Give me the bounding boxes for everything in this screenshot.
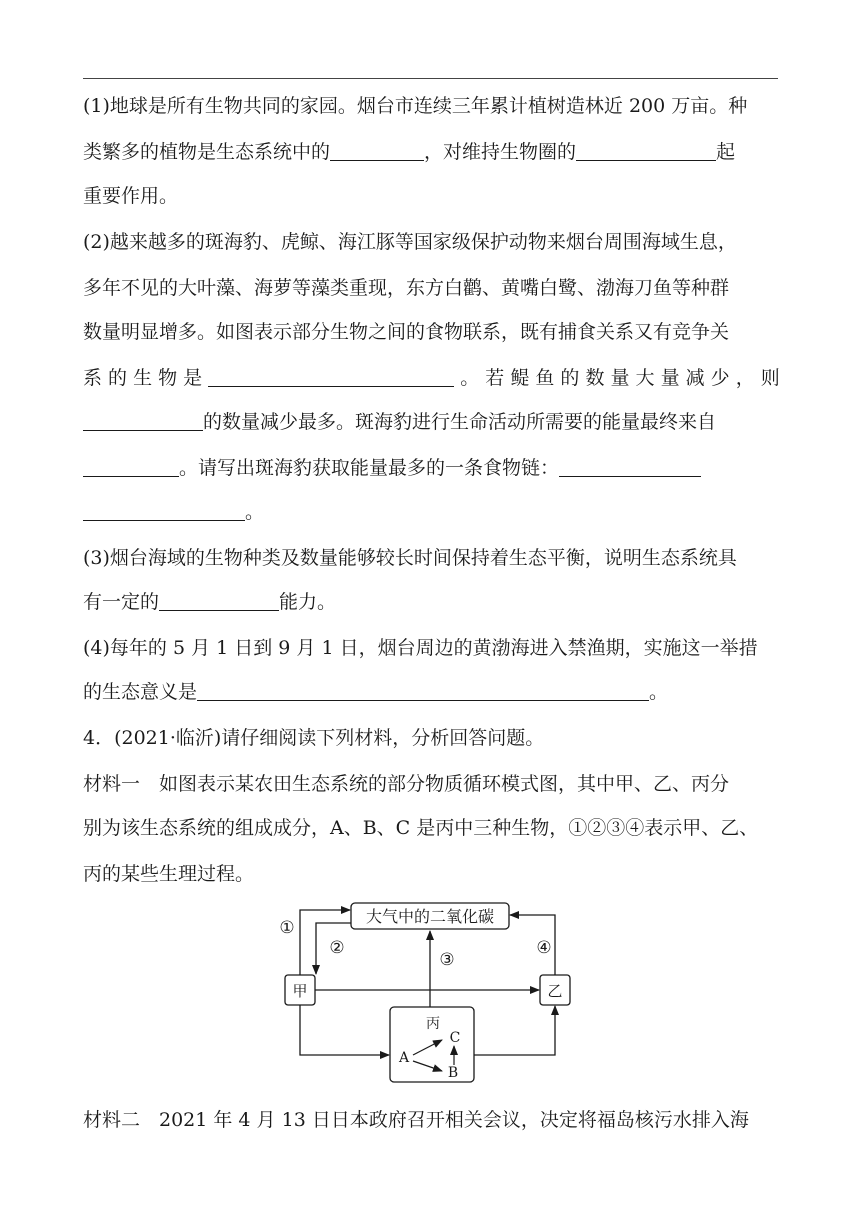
text: 起 [716,141,736,163]
q3-part2-line3: 数量明显增多。如图表示部分生物之间的食物联系，既有捕食关系又有竞争关 [83,321,730,343]
co2-label: 大气中的二氧化碳 [365,907,495,926]
q3-part2-line4 [83,366,783,390]
yi-label: 乙 [547,982,563,1000]
q3-part3-line1: (3)烟台海域的生物种类及数量能够较长时间保持着生态平衡，说明生态系统具 [83,547,737,569]
answer-blank[interactable] [576,142,716,161]
answer-blank[interactable] [330,142,424,161]
answer-blank[interactable] [208,368,454,387]
arrow-bing-to-yi [474,1006,555,1055]
text: ，对维持生物圈的 [424,141,577,163]
q3-part1-line1: (1)地球是所有生物共同的家园。烟台市连续三年累计植树造林近 200 万亩。种 [83,95,748,117]
text: 系 的 生 物 是 [83,367,203,389]
top-rule [83,78,778,79]
text: 。 [245,501,265,523]
text: 。 若 鳀 鱼 的 数 量 大 量 减 少 ， 则 [460,367,780,389]
process-4-label: ④ [536,938,552,958]
q4-heading: 4．(2021·临沂)请仔细阅读下列材料，分析回答问题。 [83,727,545,749]
q3-part2-line5 [83,410,783,434]
text: 。 [649,681,669,703]
text: 能力。 [279,591,337,613]
carbon-cycle-diagram [270,895,590,1095]
q4-material1-line3: 丙的某些生理过程。 [83,863,255,885]
q3-part1-line2 [83,140,783,164]
jia-label: 甲 [292,982,308,1000]
arrow-jia-to-bing [300,1005,389,1055]
q3-part1-line3: 重要作用。 [83,185,179,207]
organism-b-label: B [447,1065,459,1081]
process-1-label: ① [279,918,295,938]
text: 类繁多的植物是生态系统中的 [83,141,331,163]
text: 。请写出斑海豹获取能量最多的一条食物链： [179,457,560,479]
organism-a-label: A [398,1050,410,1066]
answer-blank[interactable] [83,502,245,521]
text: 的数量减少最多。斑海豹进行生命活动所需要的能量最终来自 [203,411,717,433]
q3-part4-line2 [83,680,783,704]
q3-part2-line7 [83,500,783,524]
answer-blank[interactable] [159,592,279,611]
bing-label: 丙 [426,1016,440,1032]
q3-part4-line1: (4)每年的 5 月 1 日到 9 月 1 日，烟台周边的黄渤海进入禁渔期，实施这一举措 [83,637,758,659]
q4-material1-line1: 材料一 如图表示某农田生态系统的部分物质循环模式图，其中甲、乙、丙分 [83,773,730,795]
q3-part2-line1: (2)越来越多的斑海豹、虎鲸、海江豚等国家级保护动物来烟台周围海域生息， [83,231,737,253]
q3-part2-line6 [83,456,783,480]
process-3-label: ③ [439,950,455,970]
answer-blank[interactable] [559,458,701,477]
q4-material2-line1: 材料二 2021 年 4 月 13 日日本政府召开相关会议，决定将福岛核污水排入海 [83,1109,749,1131]
q3-part2-line2: 多年不见的大叶藻、海萝等藻类重现，东方白鹳、黄嘴白鹭、渤海刀鱼等种群 [83,277,730,299]
text: 有一定的 [83,591,160,613]
q3-part3-line2 [83,590,783,614]
text: 的生态意义是 [83,681,198,703]
answer-blank[interactable] [83,458,179,477]
q4-material1-line2: 别为该生态系统的组成成分，A、B、C 是丙中三种生物，①②③④表示甲、乙、 [83,817,759,839]
organism-c-label: C [449,1030,461,1046]
answer-blank[interactable] [197,682,649,701]
answer-blank[interactable] [83,412,203,431]
process-2-label: ② [329,938,345,958]
